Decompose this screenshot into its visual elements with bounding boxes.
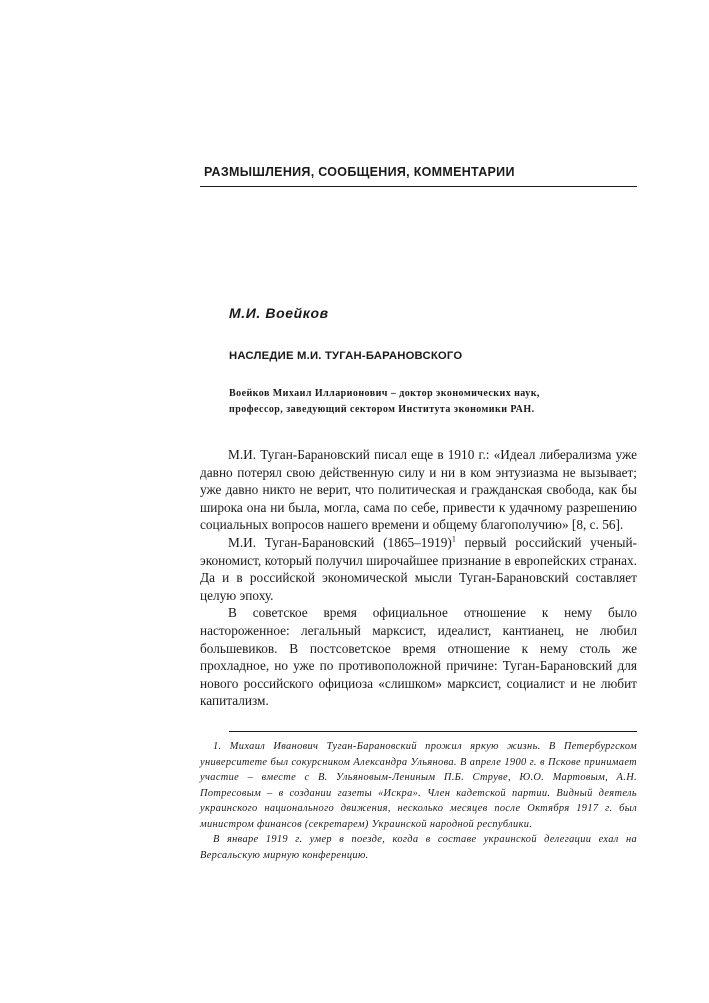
paragraph-2-rest: первый российский ученый-экономист, который получил широчайшее признание в европейских странах. Да и в российской экономической мысли Туган-Барановский составляет целую эпоху. <box>200 534 637 603</box>
paragraph-2-start: М.И. Туган-Барановский (1865–1919) <box>228 534 452 550</box>
body-paragraph-3: В советское время официальное отношение к нему было настороженное: легальный марксист, идеалист, кантианец, не любил большевиков. В постсоветское время отношение к нему столь же прохладное, но уже по противоположной причине: Туган-Барановский для нового российского официоза «слишком» марксист, социалист и не любит капитализм. <box>200 605 637 709</box>
affiliation-line-2: профессор, заведующий сектором Института экономики РАН. <box>229 404 535 415</box>
footnote-rule <box>229 731 637 732</box>
affiliation-line-1: Воейков Михаил Илларионович – доктор экономических наук, <box>229 388 540 399</box>
author-affiliation <box>229 386 649 418</box>
article-body <box>200 446 637 710</box>
footnote-1: 1. Михаил Иванович Туган-Барановский прожил яркую жизнь. В Петербургском университете был сокурсником Александра Ульянова. В апреле 1900 г. в Пскове принимает участие – вместе с В. Ульяновым-Лениным П.Б. Струве, Ю.О. Мартовым, А.Н. Потресовым – в создании газеты «Искра». Член кадетской партии. Видный деятель украинского национального движения, несколько месяцев после Октября 1917 г. был министром финансов (секретарем) Украинской народной республики. <box>200 741 637 830</box>
section-rubric: РАЗМЫШЛЕНИЯ, СООБЩЕНИЯ, КОММЕНТАРИИ <box>204 165 515 179</box>
footnote-1-continued: В январе 1919 г. умер в поезде, когда в составе украинской делегации ехал на Версальскую мирную конференцию. <box>200 834 637 861</box>
body-paragraph-2 <box>200 534 637 604</box>
header-rule <box>200 186 637 187</box>
footnotes <box>200 739 637 863</box>
footnote-ref-1: 1 <box>451 534 456 544</box>
article-title: НАСЛЕДИЕ М.И. ТУГАН-БАРАНОВСКОГО <box>229 350 463 362</box>
author-name: М.И. Воейков <box>229 305 329 321</box>
body-paragraph-1: М.И. Туган-Барановский писал еще в 1910 г.: «Идеал либерализма уже давно потерял свою действенную силу и ни в ком энтузиазма не вызывает; уже давно никто не верит, что политическая и гражданская свобода, как бы широка она ни была, могла, сама по себе, привести к удачному разрешению социальных вопросов нашего времени и общему благополучию» [8, с. 56]. <box>200 447 637 533</box>
